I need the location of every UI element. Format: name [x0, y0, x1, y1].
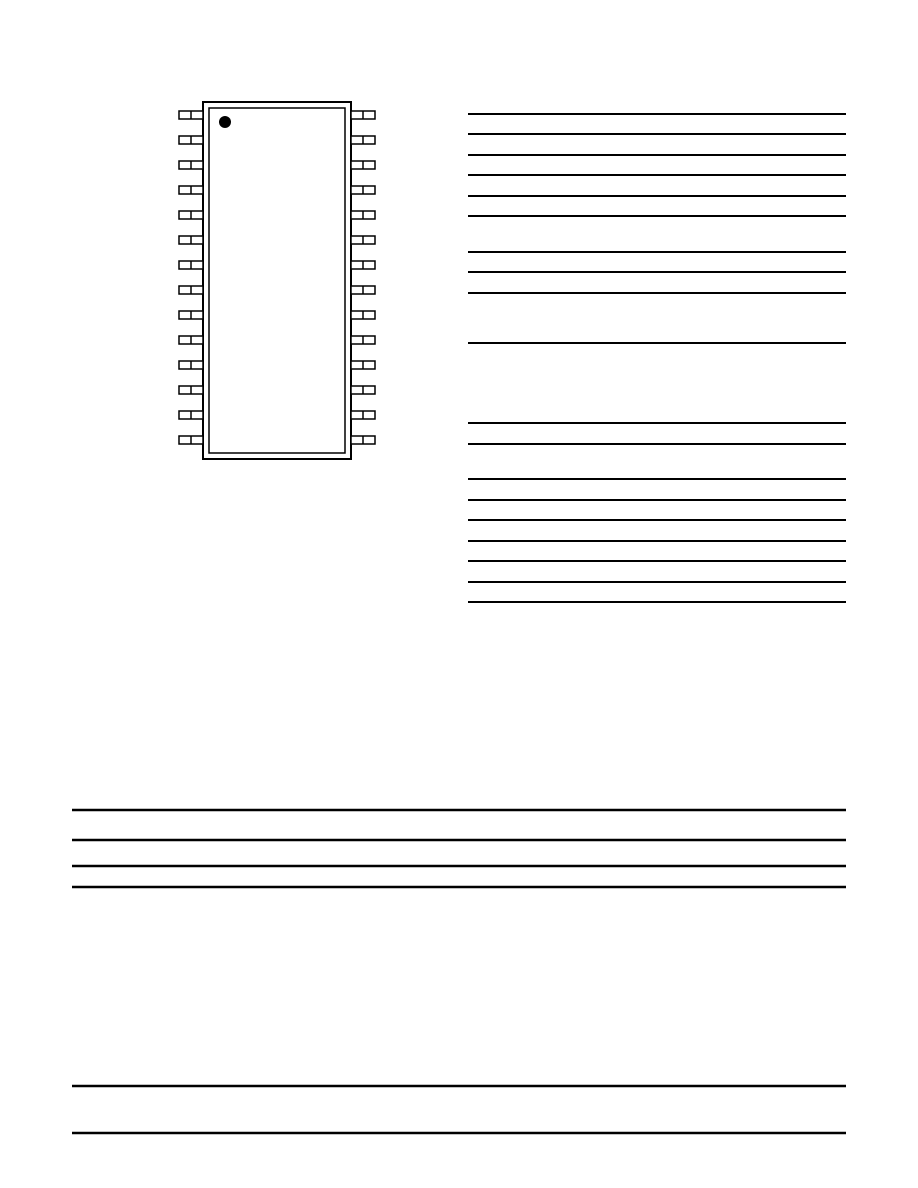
pin-description-table [468, 114, 846, 602]
pin1-marker-dot [219, 116, 231, 128]
ic-package [179, 102, 375, 459]
specification-table [72, 810, 846, 1133]
package-body-outer [203, 102, 351, 459]
